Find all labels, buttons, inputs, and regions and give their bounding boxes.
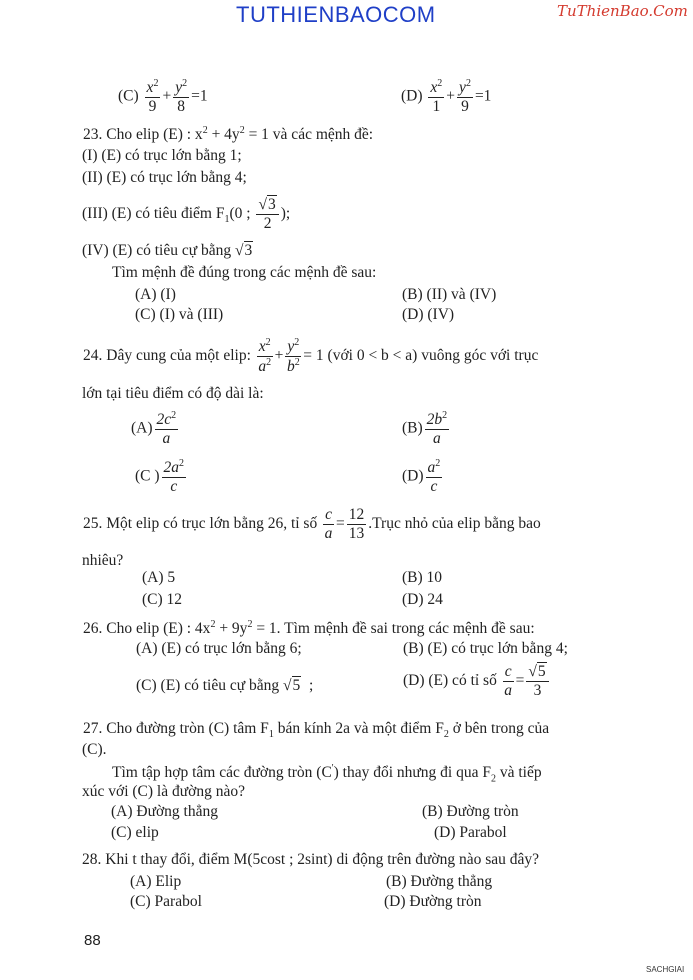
q27-line3: Tìm tập hợp tâm các đường tròn (C') thay đổi nhưng đi qua $F_2$ và tiếp <box>112 763 542 785</box>
q27-line2: (C). <box>82 741 107 758</box>
q26-option-d: (D) (E) có tỉ số $\frac{c}{a}$ = $\frac{√5}{3}$ <box>403 663 551 700</box>
fraction: $\frac{a^2}{c}$ <box>427 458 441 495</box>
q24-line2: lớn tại tiêu điểm có độ dài là: <box>82 385 264 402</box>
fraction: $\frac{c}{a}$ <box>504 663 513 699</box>
q24-option-c: (C ) $\frac{2a^2}{c}$ <box>135 458 185 495</box>
page-number: 88 <box>84 932 101 949</box>
fraction: $\frac{2a^2}{c}$ <box>163 458 185 495</box>
q27-option-a: (A) Đường thẳng <box>111 803 218 820</box>
q23-stem: 23. Cho elip (E) : $x^2 + 4y^2 = 1$ và các mệnh đề: <box>83 125 374 144</box>
q28-option-a: (A) Elip <box>130 873 182 890</box>
q22-option-c: (C) $\frac{x^2}{9}$ + $\frac{y^2}{8}$ =1 <box>118 78 208 115</box>
fraction: $\frac{y^2}{8}$ <box>175 78 188 115</box>
q28-option-b: (B) Đường thẳng <box>386 873 493 890</box>
q27-option-c: (C) elip <box>111 824 159 841</box>
fraction: $\frac{2c^2}{a}$ <box>156 410 177 447</box>
q24-option-b: (B) $\frac{2b^2}{a}$ <box>402 410 448 447</box>
fraction: $\frac{y^2}{b^2}$ <box>286 337 300 376</box>
q27-option-d: (D) Parabol <box>434 824 507 841</box>
q25-line2: nhiêu? <box>82 552 124 569</box>
sqrt-symbol: √5 <box>528 663 546 680</box>
sqrt-symbol: √5 <box>283 677 301 694</box>
footer-logo: SACHGIAI <box>646 965 685 974</box>
fraction: $\frac{c}{a}$ <box>324 506 333 542</box>
q26-stem: 26. Cho elip (E) : $4x^2 + 9y^2 = 1$. Tìm mệnh đề sai trong các mệnh đề sau: <box>83 619 535 638</box>
q25-option-c: (C) 12 <box>142 591 183 608</box>
q24-option-a: (A) $\frac{2c^2}{a}$ <box>131 410 177 447</box>
q27-stem: 27. Cho đường tròn (C) tâm $F_1$ bán kính 2a và một điểm $F_2$ ở bên trong của <box>83 720 550 741</box>
q23-statement-iv: (IV) (E) có tiêu cự bằng √3 <box>82 242 253 259</box>
fraction: $\frac{√3}{2}$ <box>256 196 278 233</box>
q22-option-d: (D) $\frac{x^2}{1}$ + $\frac{y^2}{9}$ =1 <box>401 78 492 115</box>
site-title: TUTHIENBAOCOM <box>236 2 436 27</box>
q23-option-d: (D) (IV) <box>402 306 455 323</box>
sqrt-symbol: √3 <box>235 242 253 259</box>
brand-watermark: TuThienBao.Com <box>557 2 688 20</box>
q23-statement-iii: (III) (E) có tiêu điểm $F_1(0$ ; $\frac{√3}{2}$ ); <box>82 196 291 232</box>
q25-option-b: (B) 10 <box>402 569 443 586</box>
q25-option-d: (D) 24 <box>402 591 443 608</box>
q23-prompt: Tìm mệnh đề đúng trong các mệnh đề sau: <box>112 264 377 281</box>
q26-option-a: (A) (E) có trục lớn bằng 6; <box>136 640 302 657</box>
fraction: $\frac{√5}{3}$ <box>526 663 548 700</box>
fraction: $\frac{2b^2}{a}$ <box>426 410 448 447</box>
q24-option-d: (D) $\frac{a^2}{c}$ <box>402 458 441 495</box>
q25-stem: 25. Một elip có trục lớn bằng 26, tỉ số $\frac{c}{a}$ = $\frac{12}{13}$ .Trục nhỏ của elip bằng bao <box>83 506 541 542</box>
q23-option-b: (B) (II) và (IV) <box>402 286 497 303</box>
q23-option-c: (C) (I) và (III) <box>135 306 224 323</box>
q25-option-a: (A) 5 <box>142 569 176 586</box>
q26-option-c: (C) (E) có tiêu cự bằng √5 ; <box>136 677 314 694</box>
sqrt-symbol: √3 <box>258 196 276 213</box>
q26-option-b: (B) (E) có trục lớn bằng 4; <box>403 640 568 657</box>
fraction: $\frac{x^2}{1}$ <box>430 78 443 115</box>
q27-option-b: (B) Đường tròn <box>422 803 519 820</box>
q23-statement-i: (I) (E) có trục lớn bằng 1; <box>82 147 242 164</box>
fraction: $\frac{12}{13}$ <box>348 506 365 542</box>
fraction: $\frac{x^2}{a^2}$ <box>258 337 272 376</box>
fraction: $\frac{x^2}{9}$ <box>146 78 159 115</box>
q27-line4: xúc với (C) là đường nào? <box>82 783 245 800</box>
q28-option-c: (C) Parabol <box>130 893 202 910</box>
fraction: $\frac{y^2}{9}$ <box>459 78 471 115</box>
q28-stem: 28. Khi t thay đổi, điểm M(5cost ; 2sint) di động trên đường nào sau đây? <box>82 851 539 868</box>
q23-option-a: (A) (I) <box>135 286 176 303</box>
q24-stem: 24. Dây cung của một elip: $\frac{x^2}{a^2}$ + $\frac{y^2}{b^2}$ = 1 (với 0 < b < a) vuông góc với trục <box>83 337 539 376</box>
q23-statement-ii: (II) (E) có trục lớn bằng 4; <box>82 169 247 186</box>
q28-option-d: (D) Đường tròn <box>384 893 482 910</box>
